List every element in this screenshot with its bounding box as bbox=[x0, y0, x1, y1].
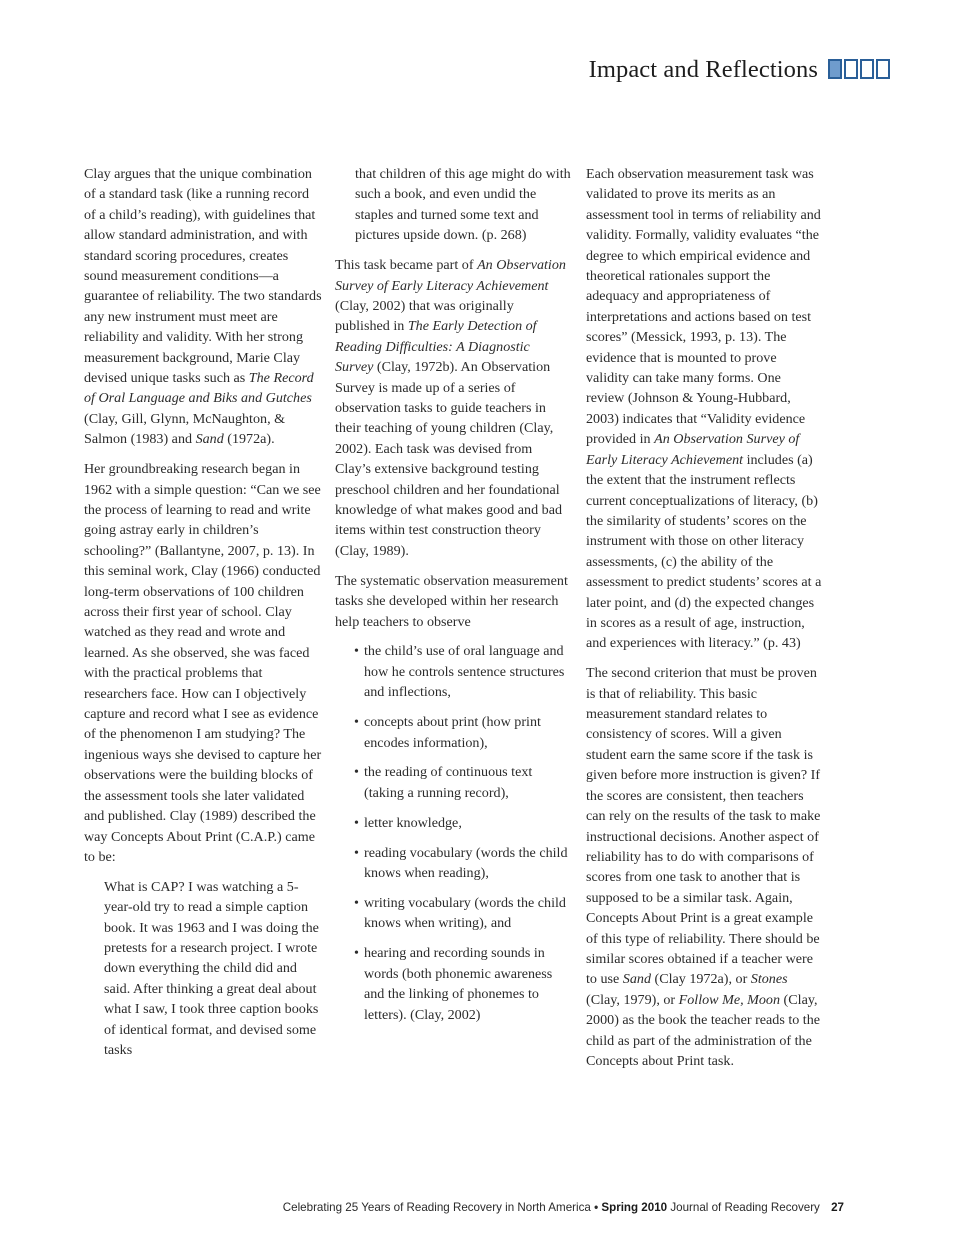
observation-task-list bbox=[335, 641, 571, 1025]
paragraph-systematic-observation: The systematic observation measurement tasks she developed within her research help teachers to observe bbox=[335, 572, 568, 630]
list-item: • the reading of continuous text (taking a running record), bbox=[354, 762, 571, 803]
page-footer bbox=[283, 1201, 844, 1214]
block-quote-cap: What is CAP? I was watching a 5-year-old try to read a simple caption book. It was 1963 and I was doing the pretests for a research project. I wrote down everything the child did and said. After thinking a great deal about what I saw, I took three caption books of identical format, and devised some tasks bbox=[104, 878, 319, 1059]
column-middle bbox=[335, 164, 571, 1034]
footer-issue: Spring 2010 bbox=[601, 1201, 668, 1214]
header-square-outline bbox=[860, 59, 874, 79]
list-item: • hearing and recording sounds in words (both phonemic awareness and the linking of phonemes to letters). (Clay, 2002) bbox=[354, 943, 571, 1025]
header-square-outline bbox=[876, 59, 890, 79]
column-right bbox=[586, 164, 822, 1081]
page-header-title: Impact and Reflections bbox=[588, 56, 818, 83]
header-square-ornament bbox=[828, 59, 890, 79]
paragraph-reliability: The second criterion that must be proven is that of reliability. This basic measurement standard relates to consistency of scores. Will a given student earn the same score if the task is given before more instruction is given? If the scores are consistent, then teachers can rely on the results of the task to make instructional decisions. Another aspect of reliability has to do with comparisons of scores from one task to another that is supposed to be a similar task. Again, Concepts About Print is a great example of this type of reliability. There should be similar scores obtained if a teacher were to use Sand (Clay 1972a), or Stones (Clay, 1979), or Follow Me, Moon (Clay, 2000) as the book the teacher reads to the child as part of the administration of the Concepts about Print task. bbox=[586, 665, 821, 1069]
footer-prefix: Celebrating 25 Years of Reading Recovery in North America bbox=[282, 1201, 591, 1214]
footer-journal: Journal of Reading Recovery bbox=[670, 1201, 820, 1214]
list-item: • writing vocabulary (words the child knows when writing), and bbox=[354, 893, 571, 934]
block-quote-cap-continued: that children of this age might do with such a book, and even undid the staples and turned some text and pictures upside down. (p. 268) bbox=[355, 166, 571, 244]
paragraph-observation-survey: This task became part of An Observation Survey of Early Literacy Achievement (Clay, 2002) that was originally published in The Early Detection of Reading Difficulties: A Diagnostic Survey (Clay, 1972b). An Observation Survey is made up of a series of observation tasks to guide teachers in their teaching of young children (Clay, 2002). Each task was devised from Clay’s extensive background testing preschool children and her foundational knowledge of what makes good and bad items within test construction theory (Clay, 1989). bbox=[335, 257, 566, 559]
column-left bbox=[84, 164, 322, 1070]
footer-separator: • bbox=[594, 1201, 599, 1214]
list-item: • reading vocabulary (words the child knows when reading), bbox=[354, 843, 571, 884]
page-number: 27 bbox=[831, 1201, 844, 1214]
header-square-filled bbox=[828, 59, 842, 79]
list-item: • concepts about print (how print encodes information), bbox=[354, 712, 571, 753]
paragraph-validity: Each observation measurement task was validated to prove its merits as an assessment tool in terms of reliability and validity. Formally, validity evaluates “the degree to which empirical evidence and theoretical rationales support the adequacy and appropriateness of interpretations and actions based on test scores” (Messick, 1993, p. 13). The evidence that is mounted to prove validity can take many forms. One review (Johnson & Young-Hubbard, 2003) indicates that “Validity evidence provided in An Observation Survey of Early Literacy Achievement includes (a) the extent that the instrument reflects current conceptualizations of literacy, (b) the similarity of students’ scores on the instrument with those on other literacy assessments, (c) the ability of the assessment to predict students’ scores at a later point, and (d) the expected changes in scores as a result of age, instruction, and experiences with literacy.” (p. 43) bbox=[586, 166, 822, 652]
list-item: • the child’s use of oral language and how he controls sentence structures and inflections, bbox=[354, 641, 571, 702]
header-square-outline bbox=[844, 59, 858, 79]
paragraph-groundbreaking-research: Her groundbreaking research began in 1962 with a simple question: “Can we see the process of learning to read and write going astray early in children’s schooling?” (Ballantyne, 2007, p. 13). In this seminal work, Clay (1966) conducted long-term observations of 100 children across their first year of school. Clay watched as they read and wrote and learned. As she observed, she was faced with the practical problems that researchers face. How can I objectively capture and record what I see as evidence of the phenomenon I am studying? The ingenious ways she devised to capture her observations were the building blocks of the assessment tools she later validated and published. Clay (1989) described the way Concepts About Print (C.A.P.) came to be: bbox=[84, 461, 322, 865]
paragraph-clay-argues: Clay argues that the unique combination of a standard task (like a running record of a child’s reading), with guidelines that allow standard administration, and with standard scoring procedures, creates sound measurement conditions—a guarantee of reliability. The two standards any new instrument must meet are reliability and validity. With her strong measurement background, Marie Clay devised unique tasks such as The Record of Oral Language and Biks and Gutches (Clay, Gill, Glynn, McNaughton, & Salmon (1983) and Sand (1972a). bbox=[84, 166, 322, 448]
list-item: • letter knowledge, bbox=[354, 813, 571, 833]
